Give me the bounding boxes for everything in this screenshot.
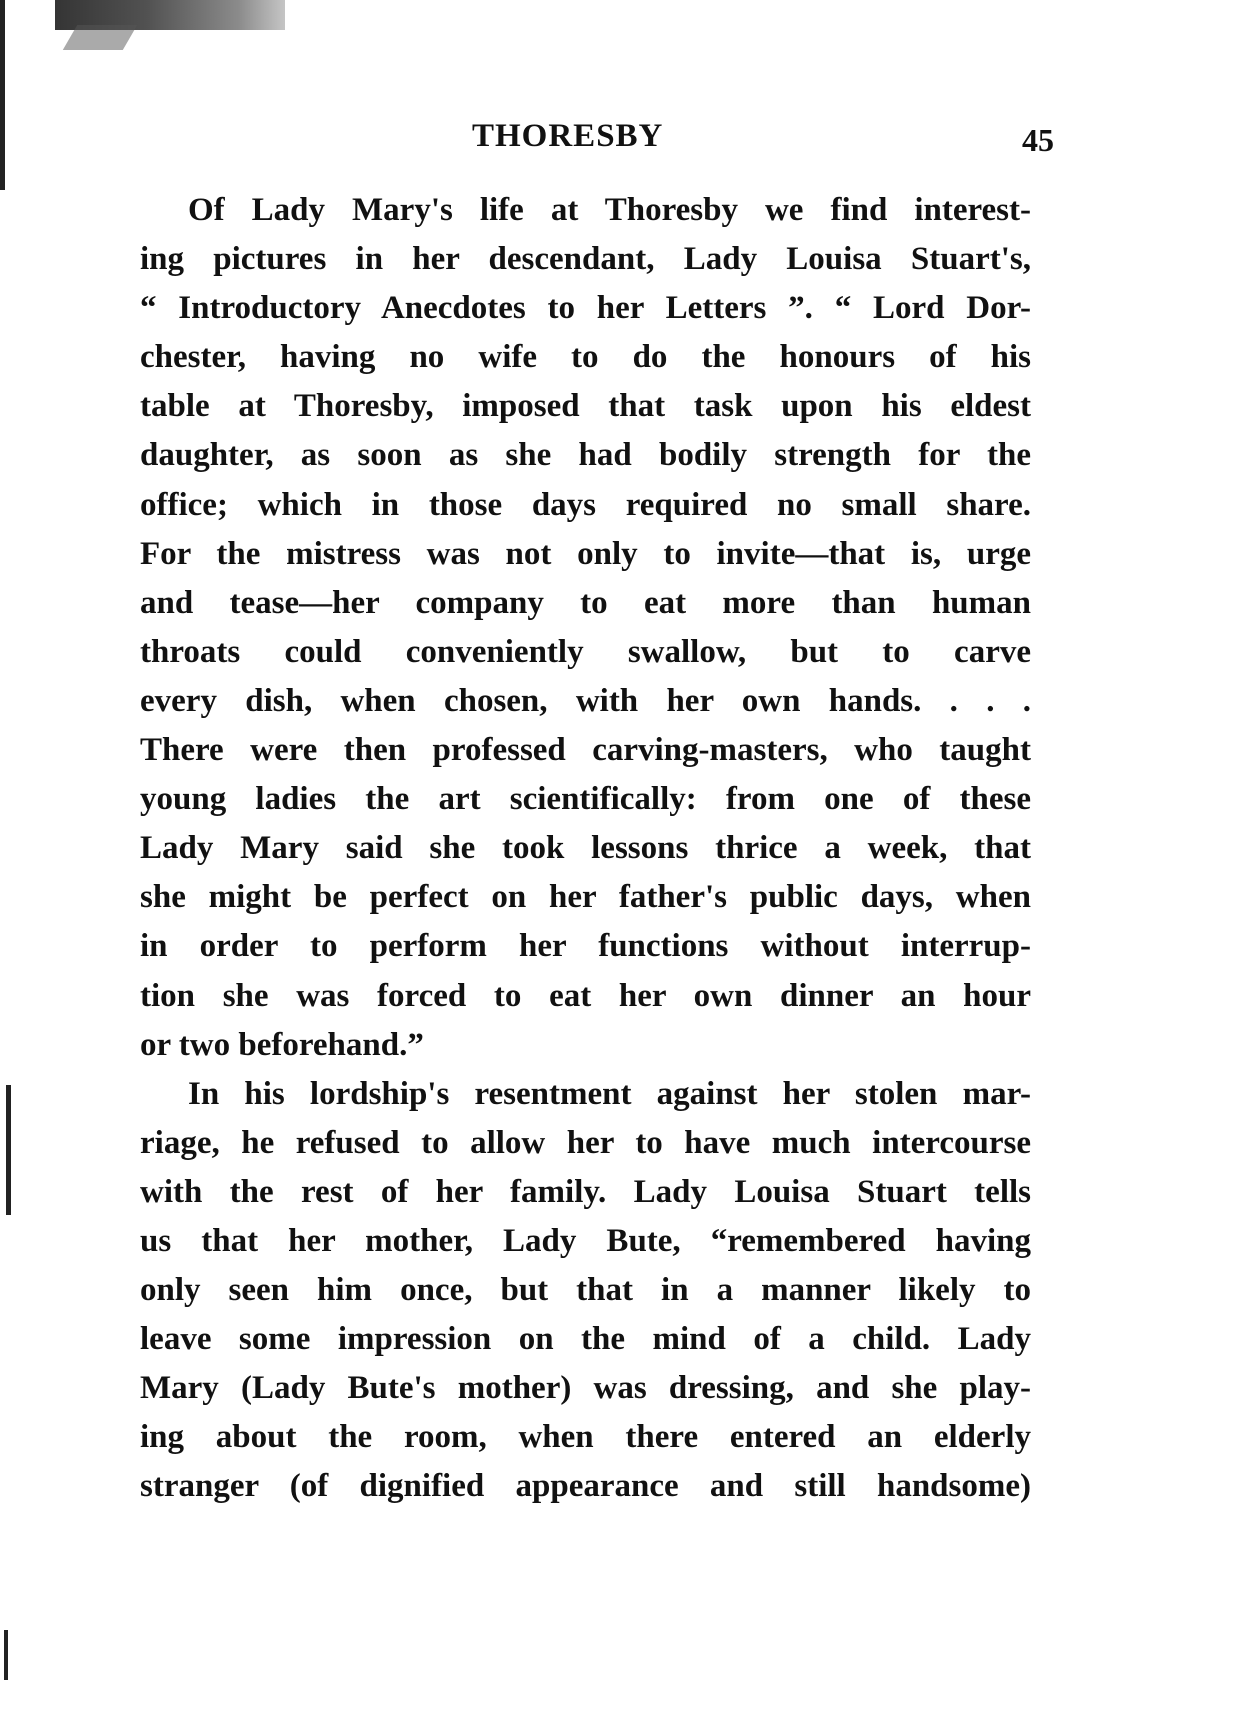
text-line: us that her mother, Lady Bute, “remembered having bbox=[140, 1222, 1031, 1259]
text-line: only seen him once, but that in a manner likely to bbox=[140, 1272, 1031, 1309]
text-line: ing pictures in her descendant, Lady Louisa Stuart's, bbox=[140, 241, 1031, 278]
text-line: table at Thoresby, imposed that task upon his eldest bbox=[140, 388, 1031, 425]
text-line: office; which in those days required no small share. bbox=[140, 486, 1031, 523]
text-line: in order to perform her functions without interrup- bbox=[140, 928, 1031, 965]
text-line: or two beforehand.” bbox=[140, 1026, 424, 1063]
text-line: throats could conveniently swallow, but to carve bbox=[140, 633, 1031, 670]
text-line: Mary (Lady Bute's mother) was dressing, and she play- bbox=[140, 1370, 1031, 1407]
text-line: riage, he refused to allow her to have much intercourse bbox=[140, 1124, 1031, 1161]
text-line: “ Introductory Anecdotes to her Letters ”. “ Lord Dor- bbox=[140, 290, 1031, 327]
text-line: every dish, when chosen, with her own hands. . . . bbox=[140, 682, 1031, 719]
text-line: young ladies the art scientifically: from one of these bbox=[140, 781, 1031, 818]
page-edge-mark bbox=[4, 1630, 8, 1680]
text-line: Lady Mary said she took lessons thrice a week, that bbox=[140, 830, 1031, 867]
page-edge-mark bbox=[6, 1085, 11, 1215]
text-line: leave some impression on the mind of a child. Lady bbox=[140, 1321, 1031, 1358]
text-line: There were then professed carving-masters, who taught bbox=[140, 732, 1031, 769]
text-line: stranger (of dignified appearance and still handsome) bbox=[140, 1468, 1031, 1505]
page-number: 45 bbox=[1022, 122, 1054, 158]
text-line: daughter, as soon as she had bodily strength for the bbox=[140, 437, 1031, 474]
text-line: she might be perfect on her father's public days, when bbox=[140, 879, 1031, 916]
body-text bbox=[140, 186, 1031, 1512]
text-line: For the mistress was not only to invite—that is, urge bbox=[140, 535, 1031, 572]
running-head bbox=[0, 118, 1250, 158]
text-line: chester, having no wife to do the honours of his bbox=[140, 339, 1031, 376]
text-line: In his lordship's resentment against her stolen mar- bbox=[188, 1075, 1031, 1112]
text-line: tion she was forced to eat her own dinner an hour bbox=[140, 977, 1031, 1014]
page-edge-mark bbox=[0, 0, 5, 190]
text-line: Of Lady Mary's life at Thoresby we find interest- bbox=[188, 192, 1031, 228]
scan-blot bbox=[63, 25, 137, 50]
running-title: THORESBY bbox=[472, 118, 664, 154]
text-line: ing about the room, when there entered an elderly bbox=[140, 1419, 1031, 1456]
text-line: and tease—her company to eat more than human bbox=[140, 584, 1031, 621]
text-line: with the rest of her family. Lady Louisa Stuart tells bbox=[140, 1173, 1031, 1210]
